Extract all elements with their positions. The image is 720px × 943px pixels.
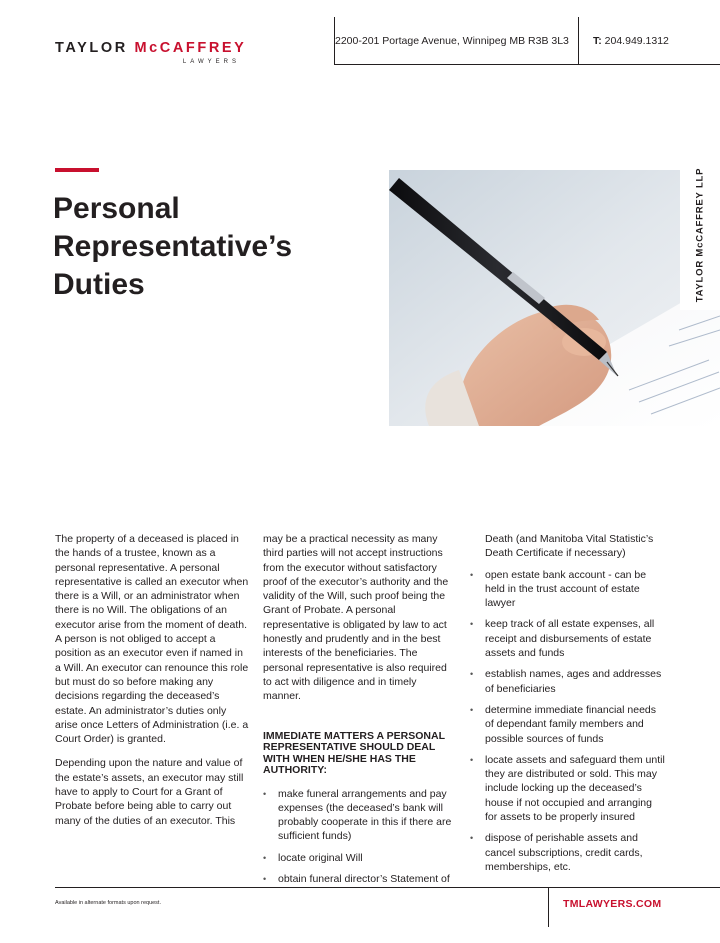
logo-part1: TAYLOR: [55, 40, 135, 56]
logo-subtitle: LAWYERS: [182, 59, 240, 65]
col2-paragraph-1: may be a practical necessity as many third parties will not accept instructions from the executor without satisfactory proof of the executor’s authority and the validity of the Will, such proof being the Grant of Probate. A personal representative is obligated by law to act honestly and prudently and in the best interests of the beneficiaries. The personal representative is also required to act with diligence and in timely manner.: [263, 533, 449, 703]
footer-divider: [548, 887, 549, 927]
list-item: • dispose of perishable assets and cancel subscriptions, credit cards, memberships, etc.: [470, 831, 665, 874]
website-link[interactable]: TMLAWYERS.COM: [563, 898, 662, 910]
hand-writing-illustration: [389, 167, 720, 426]
header-phone: [578, 17, 720, 65]
title-accent-bar: [55, 168, 99, 172]
col1-paragraph-2: Depending upon the nature and value of the estate’s assets, an executor may still have to apply to Court for a Grant of Probate before being able to carry out many of the duties of an executor. This: [55, 757, 244, 827]
list-item: • obtain funeral director’s Statement of: [263, 872, 453, 886]
col2-bullet-list: [263, 787, 453, 887]
list-item: • keep track of all estate expenses, all receipt and disbursements of estate assets and funds: [470, 617, 665, 660]
phone-number: 204.949.1312: [601, 35, 669, 47]
logo-wordmark: [55, 40, 245, 56]
hand-writing-photo: [389, 167, 720, 426]
list-item: • establish names, ages and addresses of beneficiaries: [470, 667, 665, 696]
firm-logo: [55, 40, 245, 65]
logo-part2: McCAFFREY: [134, 40, 247, 56]
column-1: [55, 532, 250, 828]
footer-note: Available in alternate formats upon request.: [55, 900, 161, 906]
col1-paragraph-1: The property of a deceased is placed in the hands of a trustee, known as a personal representative. A personal representative is called an executor when there is a Will, or an administrator when there is no Will. The obligations of an executor arise from the moment of death. A person is not obliged to accept a position as an executor even if named in a Will. An executor can renounce this role but must do so before making any decisions regarding the deceased’s estate. An administrator’s duties only arise once Letters of Administration (i.e. a Court Order) is granted.: [55, 533, 249, 746]
side-tab-label: TAYLOR McCAFFREY LLP: [694, 167, 706, 303]
list-item: • make funeral arrangements and pay expenses (the deceased’s bank will probably cooperate in this if there are sufficient funds): [263, 787, 453, 844]
list-item: • locate original Will: [263, 851, 453, 865]
list-item: • determine immediate financial needs of dependant family members and possible sources of funds: [470, 703, 665, 746]
col3-bullet-list: [470, 568, 665, 875]
phone-label: T:: [593, 35, 602, 47]
column-3: [470, 532, 665, 881]
col3-continuation: Death (and Manitoba Vital Statistic’s Death Certificate if necessary): [485, 533, 654, 560]
header-address: 2200-201 Portage Avenue, Winnipeg MB R3B 3L3: [334, 17, 578, 65]
column-2: [263, 532, 453, 893]
list-item: • locate assets and safeguard them until they are distributed or sold. This may include locking up the deceased’s house if not occupied and arranging for assets to be properly insured: [470, 753, 665, 824]
immediate-matters-heading: IMMEDIATE MATTERS A PERSONAL REPRESENTATIVE SHOULD DEAL WITH WHEN HE/SHE HAS THE AUTHORITY:: [263, 729, 445, 777]
list-item: • open estate bank account - can be held in the trust account of estate lawyer: [470, 568, 665, 611]
page-title: Personal Representative’s Duties: [53, 192, 293, 301]
footer-rule: [55, 887, 720, 888]
side-tab: [680, 160, 720, 310]
